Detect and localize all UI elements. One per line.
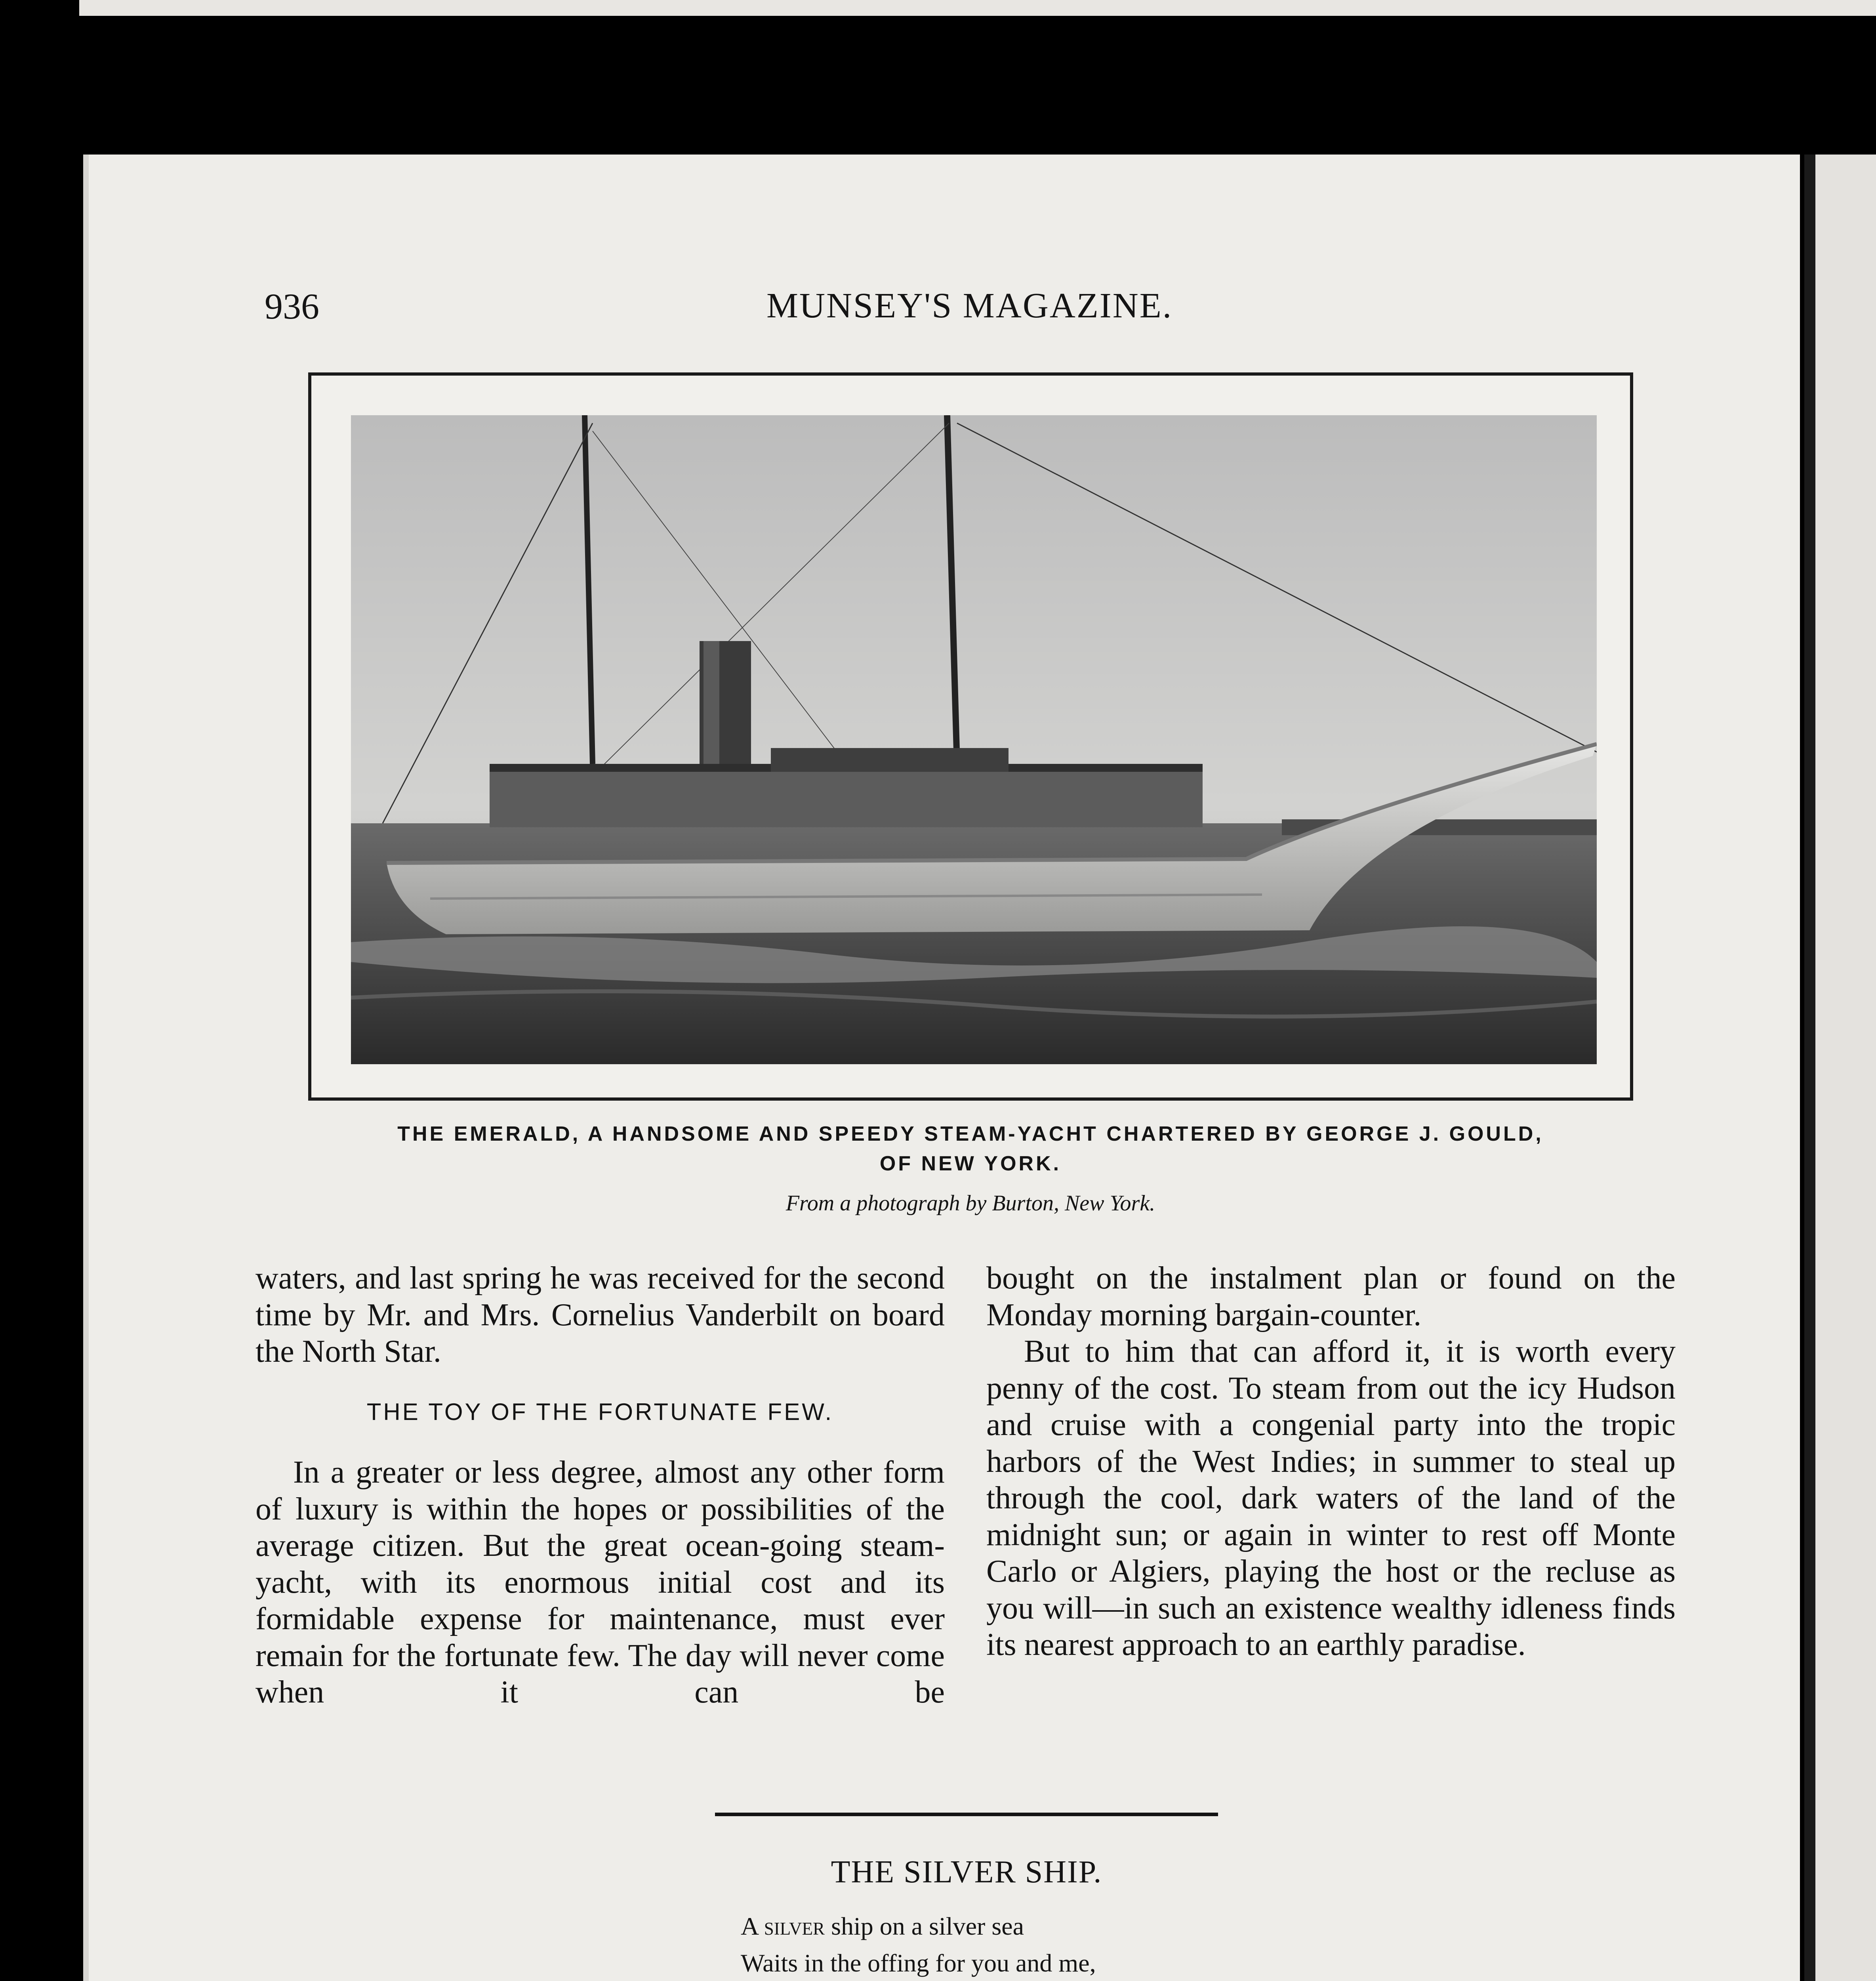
section-divider xyxy=(715,1813,1218,1816)
scan-top-edge xyxy=(79,0,1876,16)
photo-frame xyxy=(308,372,1633,1101)
paragraph: bought on the instalment plan or found on the Monday morning bargain-counter. xyxy=(986,1261,1676,1332)
section-heading: THE TOY OF THE FORTUNATE FEW. xyxy=(366,1398,834,1425)
yacht-photo xyxy=(351,415,1597,1064)
article-column-left xyxy=(255,1260,945,1711)
poem-title: THE SILVER SHIP. xyxy=(831,1855,1102,1889)
poem-line: A silver ship on a silver sea xyxy=(741,1912,1024,1940)
paragraph: In a greater or less degree, almost any other form of luxury is within the hopes or possibilities of the average citizen. But the great ocean-going steam-yacht, with its enormous initial cost and its formidable expense for maintenance, must ever remain for the fortunate few. The day will never come when it can be xyxy=(255,1455,945,1710)
article-column-right xyxy=(986,1260,1676,1663)
running-head: MUNSEY'S MAGAZINE. xyxy=(766,286,1173,325)
poem-body xyxy=(741,1908,1165,1981)
adjacent-page-edge xyxy=(1804,155,1876,1981)
photo-credit: From a photograph by Burton, New York. xyxy=(785,1191,1155,1216)
poem-line: Waits in the offing for you and me, xyxy=(741,1949,1096,1977)
paragraph: waters, and last spring he was received for the second time by Mr. and Mrs. Cornelius Vanderbilt on board the North Star. xyxy=(255,1261,945,1369)
page-number: 936 xyxy=(265,286,319,326)
paragraph: But to him that can afford it, it is worth every penny of the cost. To steam from out the icy Hudson and cruise with a congenial party into the tropic harbors of the West Indies; in summer to steal up through the cool, dark waters of the land of the midnight sun; or again in winter to rest off Monte Carlo or Algiers, playing the host or the recluse as you will—in such an existence wealthy idleness finds its nearest approach to an earthly paradise. xyxy=(986,1334,1676,1662)
poem-stanza xyxy=(741,1908,1165,1981)
figure-caption: THE EMERALD, A HANDSOME AND SPEEDY STEAM-YACHT CHARTERED BY GEORGE J. GOULD, OF NEW YORK. xyxy=(397,1122,1544,1175)
